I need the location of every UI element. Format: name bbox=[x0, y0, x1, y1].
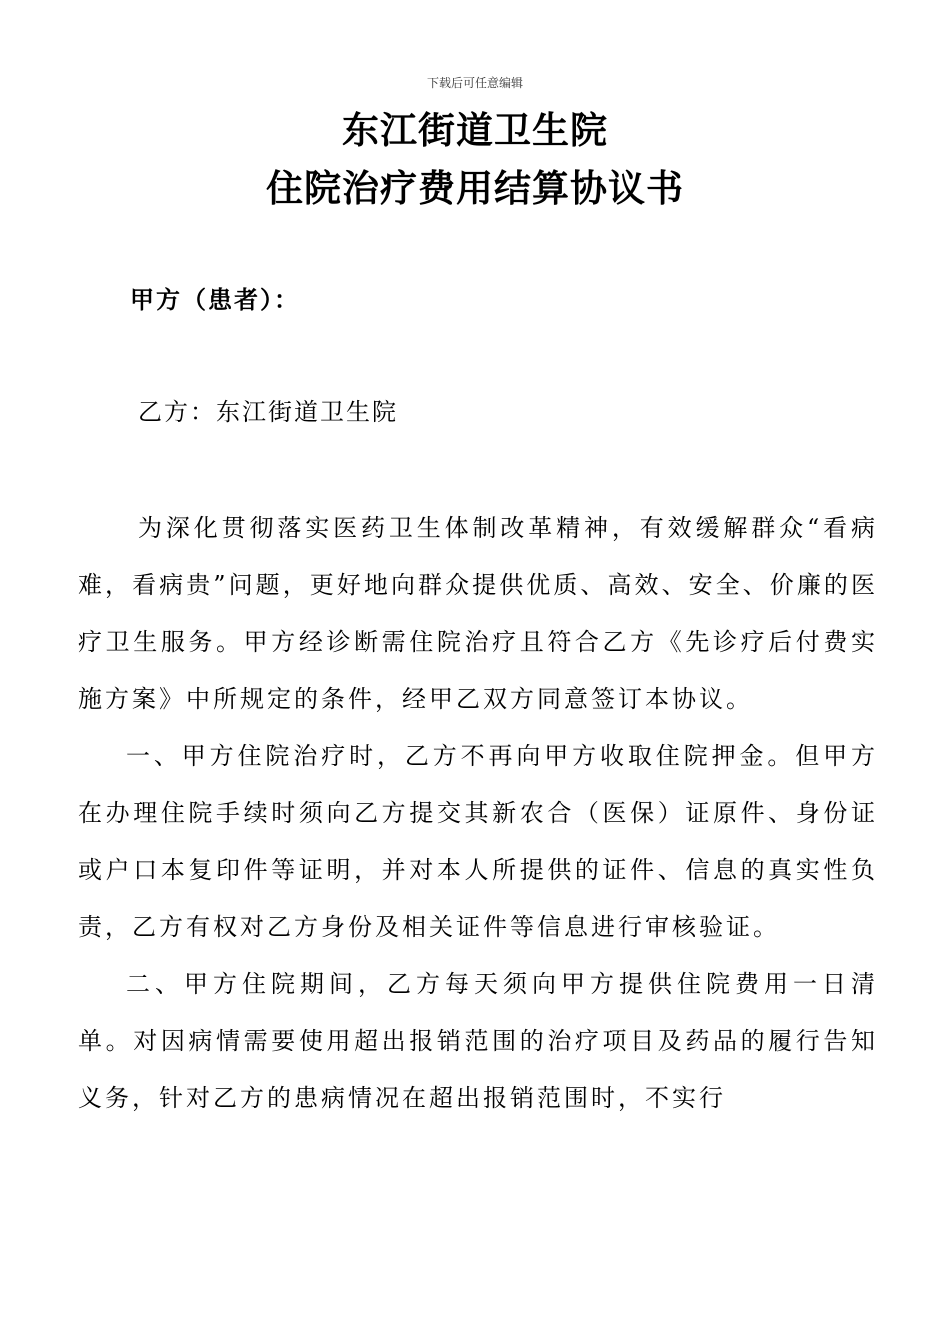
paragraph-clause-1: 一、甲方住院治疗时，乙方不再向甲方收取住院押金。但甲方在办理住院手续时须向乙方提交其新农合（医保）证原件、身份证或户口本复印件等证明，并对本人所提供的证件、信息的真实性负责，乙方有权对乙方身份及相关证件等信息进行审核验证。 bbox=[78, 742, 878, 941]
party-a-label: 甲方（患者）： bbox=[130, 286, 300, 314]
document-title-agreement: 住院治疗费用结算协议书 bbox=[266, 167, 684, 210]
agreement-body bbox=[78, 500, 878, 1127]
paragraph-intro: 为深化贯彻落实医药卫生体制改革精神，有效缓解群众“看病难，看病贵”问题，更好地向群众提供优质、高效、安全、价廉的医疗卫生服务。甲方经诊断需住院治疗且符合乙方《先诊疗后付费实施方案》中所规定的条件，经甲乙双方同意签订本协议。 bbox=[78, 514, 878, 713]
party-b-label: 乙方：东江街道卫生院 bbox=[138, 398, 398, 426]
paragraph-clause-2: 二、甲方住院期间，乙方每天须向甲方提供住院费用一日清单。对因病情需要使用超出报销范围的治疗项目及药品的履行告知义务，针对乙方的患病情况在超出报销范围时，不实行 bbox=[78, 970, 878, 1112]
header-note: 下载后可任意编辑 bbox=[426, 76, 523, 90]
document-title-hospital: 东江街道卫生院 bbox=[342, 109, 608, 152]
